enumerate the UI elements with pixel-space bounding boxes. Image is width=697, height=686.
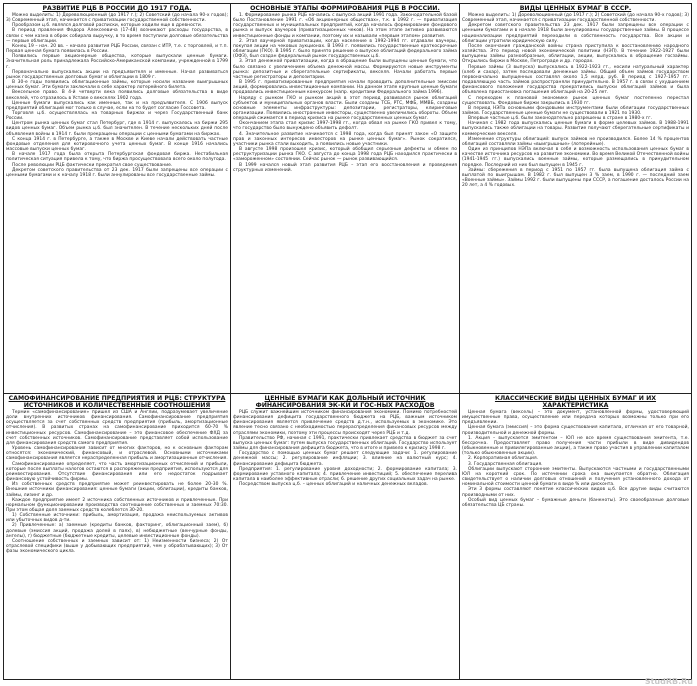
paragraph: Прообразом ц.б. являлся долговой расписки, которые ходили еще в древности. <box>12 23 203 29</box>
paragraph: В 1999 начался новый этап развития РЦБ – этап его восстановления и проведения структурных изменений. <box>233 162 457 173</box>
section-body <box>6 13 228 178</box>
section-ussr <box>460 4 691 394</box>
paragraph: 3. Этап денежной приватизации, когда в обращение были выпущены ценные бумаги, что было связано с увеличением объема денежной массы. Формируются новые инструменты рынка: депозитные и сберегательные сертификаты, векселя. Начали работать первые частные регистраторы и депозитарии. <box>233 59 457 80</box>
paragraph: Торговля ц.б. осуществлялась на товарных биржах и через Государственный банк России. <box>6 110 228 122</box>
paragraph: 1) Собственные источники: прибыль, амортизация, продажа неиспользуемых активов или убыточных видов д-ти. <box>6 513 228 524</box>
paragraph: Изменение структуры облигаций: выпуск займов не производился. Более 14 % процентов облигаций составляли займы «выигрышные» (лотерейные). <box>462 136 689 147</box>
paragraph: 1. Акция – выпускается эмитентом – ЮЛ не все время существования эмитента, т.е. бессрочна. Предоставляет право получения части прибыли в виде дивидендов (обыкновенные и привилегированные акции), а также право участия в управлении капиталом (только обыкновенные акции). <box>462 435 689 457</box>
paragraph: Правительство РФ, начиная с 1991, практически привлекает средства в бюджет за счет выпуска ценных бумаг: путем выпуска государственных облигаций. Государство использует займы для финансирования дефицита бюджета, что в итоге и привело к кризису 1998 г. <box>233 435 457 452</box>
paragraph: 4. Значительное развитие начинается с 1998 года, когда был принят закон «О защите прав и законных интересов инвесторов на рынке ценных бумаг». Рынок сократился, участники рынка стали выходить, а появились новые участники. <box>233 131 457 147</box>
paragraph: Ценная бумага (вексель) – это документ, установленной формы, удостоверяющий имущественные права, осуществление или передача которых возможны только при его предъявлении. <box>462 410 689 426</box>
paragraph: Из собственных средств предприятие может реинвестировать не более 20-30 %. Внешние источники финансирования: ценные бумаги (акции, облигации), кредиты банков, займы, лизинг и др. <box>6 482 228 498</box>
paragraph: В период правления Федора Алексеевича (17-48) возникают расходы государства, в связи с чем казна в оброк собирала выручку, в то время поступили долговые обязательства — первые облигации. <box>6 28 228 44</box>
paragraph: Каждое предприятие имеет 2 источника собственных источников и привлеченные. При нормальном функционировании производства соотношение собственных и заемных 70:30. При этом общая доля заемных средств колеблется 30-20. <box>6 497 228 513</box>
section-body <box>462 410 689 508</box>
paragraph: Государство с помощью ценных бумаг решает следующие задачи: 1. регулирование денежной массы; 2. регулирование инфляции; 3. влияние на валютный курс; 4. финансирование дефицита бюджета. <box>233 451 457 467</box>
paragraph: Посредством выпуска ц.б. – ценных облигаций и наличных денежных вкладов. <box>239 482 429 488</box>
paragraph: 2) Привлеченные: а) заемные (кредиты банков, факторинг, облигационный заем), б) долевые (эмиссия акций, продажа долей в паях), в) небюджетные (венчурные фонды, ангелы), г) бюджетные (бюджетные кредиты, целевые инвестиционные фонды). <box>6 523 228 539</box>
paragraph: РЦБ служит важнейшим источником финансирования экономики. Помимо потребностей финансирования дефицита государственного бюджета на РЦБ, важным источником финансирования является привлечение средств д.т.н., используемых в экономике. Это явление тесно связано с необходимостью перераспределения финансовых ресурсов между отраслями экономики, поэтому эти процессы происходят через РЦБ и т.д. <box>233 410 457 436</box>
paragraph: После окончания гражданской войны страна приступила к восстановлению народного хозяйства. Это период новой экономической политики (НЭП). В течение 1922-1927 были выпущены займы разнообразные, облигации, акции, выпускались в обращение госзаймы. Открылись биржи в Москве, Петрограде и др. городах. <box>462 43 689 65</box>
section-title: КЛАССИЧЕСКИЕ ВИДЫ ЦЕННЫХ БУМАГ И ИХ ХАРАКТЕРИСТИКА <box>494 395 657 409</box>
section-title: САМОФИНАНСИРОВАНИЕ ПРЕДПРИЯТИЯ И РЦБ: СТРУКТУРА ИСТОЧНИКОВ И КОЛИЧЕСТВЕННЫЕ СООТНОШЕНИЯ <box>8 395 226 409</box>
section-self-financing <box>4 394 231 679</box>
paragraph: Первоначально выпускались акции на предъявителя и именные. Начал развиваться рынок государственных долговых бумаг и облигации в 1809 г. <box>6 69 228 80</box>
paragraph: Наряду с рынком ГКО и рынком акций в этот период развивался рынок облигаций субъектов и муниципальных органов власти. Были созданы ТСБ, РТС, МФБ, ММВБ, созданы основные элементы инфраструктуры: депозитарии, регистраторы, клиринговые организации. Появились иностранные инвесторы, существенно увеличились обороты. Объем операций сжимается в период кризиса на рынке государственных ценных бумаг. <box>233 95 457 122</box>
section-pre-1917 <box>4 4 231 394</box>
paragraph: Один из принципов НЭПа включал в себя и возможность использования ценных бумаг в качестве источника ресурсов на развитие экономики. Во время Великой Отечественной войны (1941-1945 гг.) выпускались военные займы, которые размещались в принудительном порядке. Последний из них был выпущен в 1945 г. <box>462 147 689 168</box>
paragraph: Можно выделить: 1) Дореволюционный (до 1917 г.); 2) Советский (до начала 90-х годов); 3) Современный этап, начинается с приватизации государственной собственности. <box>6 13 228 24</box>
document-sheet <box>3 3 692 680</box>
paragraph: 2. Этап ваучерной приватизации, когда население в 1992-1994 гг. отдавали ваучеры, покупая акции на чековых аукционах. В 1993 г. появились государственные краткосрочные облигации (ГКО). В 1995 г. было принято решение о выпуске облигаций федерального займа (ОФЗ), был создан федеральный рынок государственных ц.б. <box>233 38 457 60</box>
paragraph: Ценная бумага (эмиссия) – это форма существования капитала, отличная от его товарной, производительной и денежной формы. <box>462 425 689 436</box>
site-watermark: StudRB.Ru <box>644 677 693 686</box>
paragraph: Появились первые акционерные общества, которые выпускали ценные бумаги. Значительная роль принадлежала Российско-Американской компании, учрежденной в 1799 г. <box>6 54 228 70</box>
paragraph: В августе 1998 произошел кризис, который обобщил серьезные дефекты и обмен по реструктуризации рынка ГКО. С августа до конца 1998 года РЦБ находился практически в «замороженном» состоянии. Сейчас рынок — рынок развивающийся. <box>233 147 457 163</box>
paragraph: 1. Формирование рынка РЦБ начались с выпуска акций 1991 года. Законодательной базой было Постановление 1991 г. «Об акционерных обществах», т.к. в 1992 г. — приватизация государственных и муниципальных предприятий, когда началось формирование фондового рынка и выпуск ваучеров (приватизационных чеков). На этом этапе активно развиваются инвестиционные фонды и компании, поэтому их и называли «первым этапом» развития. <box>233 13 457 39</box>
paragraph: Впервые частные ц.б. были законодательно разрешены в стране в 1980-х гг. <box>468 116 653 122</box>
paragraph: Окончанием этапа стал кризис 1997-1998 гг., когда обвал на рынке ГКО привел к тому, что государство было вынуждено объявить дефолт. <box>233 121 457 132</box>
paragraph: В период НЭПа основными фондовыми инструментами были облигации государственных займов. Государственные ценные бумаги не существовали в 1921 по 1930. <box>462 105 689 116</box>
paragraph: Облигации выпускают сторонние эмитенты. Выпускаются частными и государственными ЮЛ на короткий срок. По истечении срока она выкупается обратно. Облигация свидетельствует о наличии долговых отношений и получения установленного дохода от номинальной стоимости ценной бумаги в виде % или дисконта. <box>462 466 689 488</box>
paragraph: Предприятия: 1. регулирование уровня доходности; 2. формирование капитала; 3. формирование уставного капитала; 4. привлечение инвестиций; 5. обеспечение перелива капитала в наиболее эффективные отрасли; 6. решение других социальных задач на рынке. <box>233 466 457 483</box>
paragraph: Конец 19 – нач. 20 вв. – начало развития РЦБ России, связан с ИТР, т.е. с торговлей, и т.п. Первая ценная бумага появилась в России. <box>6 43 228 55</box>
paragraph: С переходом к плановой экономике рынок ценных бумаг постепенно перестал существовать. Фондовые биржи закрылись в 1930 гг. <box>462 95 689 106</box>
paragraph: Декретом советского правительства 23 дек. 1917 были запрещены все операции с ценными бумагами и в начале 1918 были аннулированы государственные займы. В процессе национализации предприятий переходили в собственность государства. Все акции и облигации утратили юридическую силу. <box>462 23 689 44</box>
section-body <box>233 13 457 173</box>
section-body <box>6 410 228 554</box>
section-body <box>462 13 689 188</box>
paragraph: В 1995 г. приватизированные предприятия начали проводить дополнительные эмиссии акций, формировались инвестиционные компании. На данном этапе крупные ценные бумаги продавались инвестиционным конкурсом (напр. кредитами Федерального займа 1996). <box>233 80 457 96</box>
paragraph: 2. Корпоративная облигация. <box>468 456 539 462</box>
paragraph: Эти 3 формы составляют понятие классических видов ц.б. Все другие виды считаются производными от них. <box>462 487 689 498</box>
paragraph: Уровень самофинансирования зависит от многих факторов, но к основным факторам относятся: экономический, финансовый, и отраслевой. Основными источниками самофинансирования является нераспределенная прибыль и амортизационные отчисления. <box>6 446 228 462</box>
section-securities-financing <box>231 394 460 679</box>
section-title: ВИДЫ ЦЕННЫХ БУМАГ В СССР. <box>519 5 632 12</box>
section-title: ЦЕННЫЕ БУМАГИ КАК ДОЛЬНЫЙ ИСТОЧНИК ФИНАНСИРОВАНИЯ ЭК-КИ И ГОС-НЫХ РАСХОДОВ <box>255 395 435 409</box>
paragraph: Соотношение собственных и заемных зависит от: 1) Неизменности бизнеса; 2) От отраслевой специфики (выше у добывающих предприятий, чем у обрабатывающих); 3) От фазы экономического цикла. <box>6 538 228 555</box>
paragraph: Начиная с 1982 года выпускались ценные бумаги в форме целевых займов. В 1988-1991 выпускались также облигации на товары. Развитие получают сберегательные сертификаты и коммерческие векселя. <box>462 121 689 137</box>
paragraph: Ценные бумаги выпускались как именные, так и на предъявителя. С 1906 выпуск предприятий облигаций мог только в случае, если на то будет согласие Госсовета. <box>6 100 228 111</box>
paragraph: Можно выделить: 1) Дореволюционный (до 1917 г.); 2) Советский (до начала 90-х годов); 3) Современный этап, начинается с приватизации государственной собственности. <box>462 13 689 24</box>
section-body <box>233 410 457 487</box>
paragraph: После революции РЦБ фактически прекратил свое существование. <box>12 162 173 168</box>
paragraph: Займы: сбережения в период с 1951 по 1957 гг. была выпущена облигация займа с выплатой по выигрышам. В 1982 г. был выпущен 3 % заем, в 1990 г. — последний заем «Военные займы». Займы 1992 г. были выпущены при СССР, а погашение досталось России на 20 лет, а 4 % годовых. <box>462 167 689 189</box>
section-classic-securities <box>460 394 691 679</box>
paragraph: Вексельное право. В 4-й четверти века появились долговые обязательства в виде векселей, что отразилось в Уставе о векселях 1902 года. <box>6 90 228 101</box>
paragraph: Самофинансирование определяет, что часть амортизационных отчислений и прибыли, которые после выплаты налогов остаются в распоряжении предприятия, используются для реинвестирования. Отсутствие финансирования или его недостаток подрывает финансовую устойчивость фирмы. <box>6 461 228 483</box>
section-title: РАЗВИТИЕ РЦБ В РОССИИ ДО 1917 ГОДА. <box>42 5 192 12</box>
section-title: ОСНОВНЫЕ ЭТАПЫ ФОРМИРОВАНИЯ РЦБ В РОССИИ. <box>250 5 440 12</box>
paragraph: В начале 1917 года была открыта Петербургская фондовая биржа. Нестабильная политическая ситуация привела к тому, что биржа просуществовала всего около полугода. <box>6 152 228 163</box>
paragraph: Термин «самофинансирование» пришел из США и Англии, подразумевает увеличение доли внутренних источников финансирования. Самофинансирование предприятия осуществляется за счет собственных средств предприятия (прибыль, амортизационные отчисления). В развитых странах на самофинансирование приходится 60-70 % инвестиционных ресурсов. Самофинансирование – это финансовое обеспечение ФХД за счет собственных источников. Самофинансирование представляет собой использование для финансирования средств самого предприятия. <box>6 410 228 446</box>
section-stages <box>231 4 460 394</box>
paragraph: Декретом советского правительства от 23 дек. 1917 были запрещены все операции с ценными бумагами и к началу 1918 г. были аннулированы все государственные займы. <box>6 167 228 178</box>
paragraph: 3. Государственная облигация. <box>468 461 543 467</box>
paragraph: В 30-е годы появились облигационные займы, которые носили название выигрышных ценных бумаг. Эти бумаги заключали в себе характер лотерейного билета. <box>6 80 228 91</box>
paragraph: Первые займы (3 выпуска) выпускались в 1922-1923 гг., носили натуральный характер (хлеб и сахар), затем последовали денежные займы. Общий объем займов государством первоначально выпущенных составлял около 1,5 млрд. руб. В период с 1927-1957 гг. подавляющую часть займов распространяли принудительно. В 1957 г. в связи с ухудшением финансового положения государства прекратились выпуски облигаций займов и была объявлена приостановка погашения облигаций на 20-25 лет. <box>462 64 689 96</box>
paragraph: Особый вид ценных бумаг – бумажные деньги (банкноты). Это своеобразные долговые обязательства ЦБ страны. <box>462 497 689 508</box>
paragraph: С конца 1914 г. в Петербурге, а также в Москве и Киеве начали действовать частные фондовые отделения для котировочного учета ценных бумаг. В конце 1916 начались массовые выпуски ценных бумаг. <box>6 136 228 153</box>
paragraph: Центром рынка ценных бумаг стал Петербург, где в 1914 г. выпускалось на биржи 295 видов ценных бумаг. Объем рынка ц.б. был значителен. В течение нескольких дней после объявления войны в 1914 г. были прекращены операции с ценными бумагами на биржах. <box>6 121 228 137</box>
